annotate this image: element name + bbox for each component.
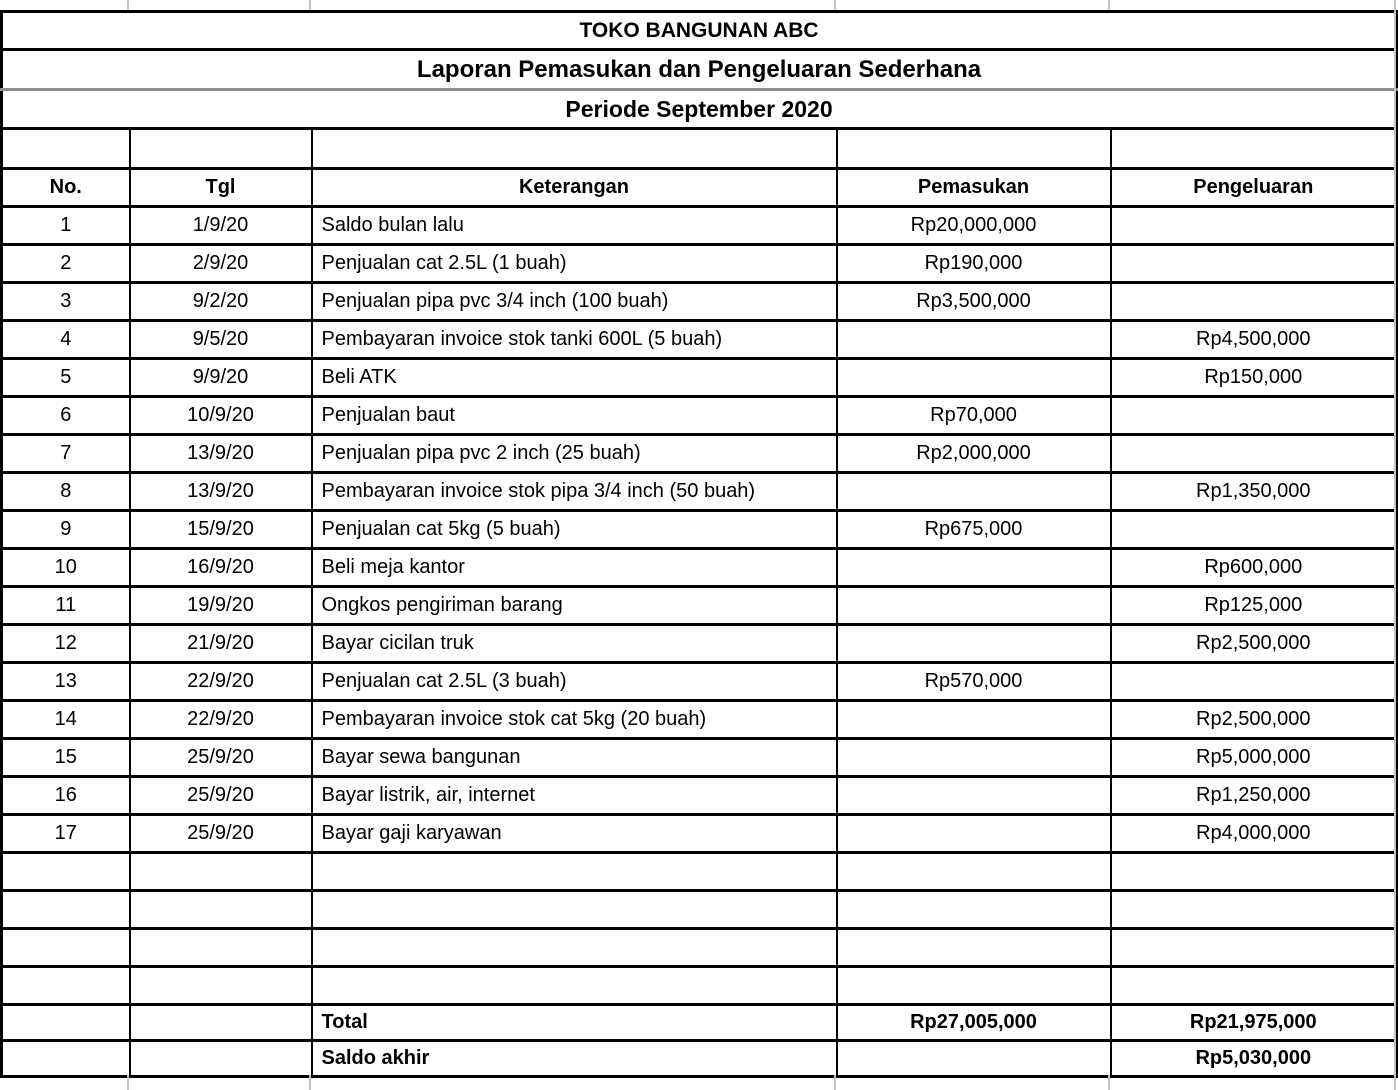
cell-expense	[1111, 511, 1397, 549]
cell-expense: Rp5,000,000	[1111, 739, 1397, 777]
table-row	[2, 473, 1397, 511]
gridline	[1108, 0, 1110, 10]
cell-date: 15/9/20	[130, 511, 312, 549]
table-row	[2, 435, 1397, 473]
cell-expense	[1111, 435, 1397, 473]
total-row	[2, 1005, 1397, 1041]
column-header-description: Keterangan	[312, 169, 837, 207]
cell-description: Pembayaran invoice stok pipa 3/4 inch (50 buah)	[312, 473, 837, 511]
cell-description: Pembayaran invoice stok tanki 600L (5 buah)	[312, 321, 837, 359]
empty-cell	[1111, 929, 1397, 967]
cell-no: 9	[2, 511, 130, 549]
cell-no: 14	[2, 701, 130, 739]
cell-date: 1/9/20	[130, 207, 312, 245]
cell-date: 16/9/20	[130, 549, 312, 587]
empty-cell	[312, 967, 837, 1005]
cell-income	[837, 359, 1111, 397]
table-row	[2, 359, 1397, 397]
empty-row	[2, 891, 1397, 929]
table-row	[2, 587, 1397, 625]
empty-cell	[837, 967, 1111, 1005]
cell-no: 13	[2, 663, 130, 701]
cell-date: 9/5/20	[130, 321, 312, 359]
cell-expense: Rp4,500,000	[1111, 321, 1397, 359]
cell-description: Beli meja kantor	[312, 549, 837, 587]
cell-date: 25/9/20	[130, 815, 312, 853]
table-row	[2, 207, 1397, 245]
cell-no: 2	[2, 245, 130, 283]
cell-date: 19/9/20	[130, 587, 312, 625]
empty-cell	[1111, 891, 1397, 929]
cell-no: 17	[2, 815, 130, 853]
cell-income: Rp20,000,000	[837, 207, 1111, 245]
cell-expense	[1111, 245, 1397, 283]
report-table	[0, 10, 1398, 1078]
gridline	[127, 0, 129, 10]
empty-cell	[130, 929, 312, 967]
empty-cell	[312, 929, 837, 967]
empty-row	[2, 853, 1397, 891]
empty-cell	[837, 129, 1111, 169]
cell-description: Beli ATK	[312, 359, 837, 397]
spacer-row	[2, 129, 1397, 169]
final-balance-label: Saldo akhir	[312, 1041, 837, 1077]
final-balance-value: Rp5,030,000	[1111, 1041, 1397, 1077]
table-row	[2, 625, 1397, 663]
cell-date: 9/9/20	[130, 359, 312, 397]
cell-no: 8	[2, 473, 130, 511]
empty-cell	[2, 1005, 130, 1041]
table-body	[2, 207, 1397, 1005]
footer-section	[2, 1005, 1397, 1077]
empty-cell	[2, 891, 130, 929]
empty-cell	[2, 1041, 130, 1077]
empty-cell	[312, 129, 837, 169]
empty-cell	[130, 1005, 312, 1041]
empty-cell	[130, 891, 312, 929]
empty-cell	[837, 853, 1111, 891]
final-balance-row	[2, 1041, 1397, 1077]
cell-no: 16	[2, 777, 130, 815]
cell-expense: Rp2,500,000	[1111, 701, 1397, 739]
cell-income	[837, 739, 1111, 777]
table-row	[2, 283, 1397, 321]
cell-income	[837, 777, 1111, 815]
cell-expense	[1111, 283, 1397, 321]
period-row	[2, 90, 1397, 129]
empty-cell	[2, 929, 130, 967]
cell-income: Rp3,500,000	[837, 283, 1111, 321]
cell-description: Bayar listrik, air, internet	[312, 777, 837, 815]
empty-cell	[130, 129, 312, 169]
cell-no: 11	[2, 587, 130, 625]
cell-no: 15	[2, 739, 130, 777]
gridline	[1108, 1075, 1110, 1090]
report-period: Periode September 2020	[2, 90, 1397, 129]
column-header-income: Pemasukan	[837, 169, 1111, 207]
title-section	[2, 12, 1397, 207]
table-row	[2, 549, 1397, 587]
cell-expense	[1111, 663, 1397, 701]
total-expense-value: Rp21,975,000	[1111, 1005, 1397, 1041]
cell-expense	[1111, 397, 1397, 435]
cell-income	[837, 321, 1111, 359]
empty-cell	[837, 929, 1111, 967]
cell-date: 13/9/20	[130, 435, 312, 473]
total-label: Total	[312, 1005, 837, 1041]
column-header-row	[2, 169, 1397, 207]
cell-income	[837, 815, 1111, 853]
cell-expense: Rp150,000	[1111, 359, 1397, 397]
cell-description: Penjualan cat 2.5L (1 buah)	[312, 245, 837, 283]
cell-no: 6	[2, 397, 130, 435]
cell-date: 9/2/20	[130, 283, 312, 321]
cell-expense: Rp600,000	[1111, 549, 1397, 587]
cell-description: Ongkos pengiriman barang	[312, 587, 837, 625]
table-row	[2, 701, 1397, 739]
table-row	[2, 777, 1397, 815]
table-row	[2, 511, 1397, 549]
cell-income: Rp190,000	[837, 245, 1111, 283]
gridline	[309, 1075, 311, 1090]
table-row	[2, 815, 1397, 853]
cell-expense: Rp1,350,000	[1111, 473, 1397, 511]
cell-income: Rp70,000	[837, 397, 1111, 435]
empty-cell	[130, 853, 312, 891]
empty-cell	[1111, 129, 1397, 169]
cell-date: 21/9/20	[130, 625, 312, 663]
cell-expense	[1111, 207, 1397, 245]
cell-date: 10/9/20	[130, 397, 312, 435]
empty-cell	[312, 853, 837, 891]
table-row	[2, 397, 1397, 435]
cell-expense: Rp125,000	[1111, 587, 1397, 625]
cell-description: Saldo bulan lalu	[312, 207, 837, 245]
cell-income: Rp2,000,000	[837, 435, 1111, 473]
cell-date: 2/9/20	[130, 245, 312, 283]
cell-income: Rp570,000	[837, 663, 1111, 701]
cell-date: 22/9/20	[130, 663, 312, 701]
cell-income	[837, 701, 1111, 739]
column-header-expense: Pengeluaran	[1111, 169, 1397, 207]
empty-cell	[2, 967, 130, 1005]
empty-cell	[2, 129, 130, 169]
cell-date: 25/9/20	[130, 777, 312, 815]
cell-description: Penjualan baut	[312, 397, 837, 435]
report-title: TOKO BANGUNAN ABC	[2, 12, 1397, 50]
cell-no: 10	[2, 549, 130, 587]
column-header-no: No.	[2, 169, 130, 207]
cell-description: Penjualan pipa pvc 3/4 inch (100 buah)	[312, 283, 837, 321]
empty-cell	[1111, 853, 1397, 891]
cell-description: Penjualan cat 5kg (5 buah)	[312, 511, 837, 549]
table-row	[2, 321, 1397, 359]
empty-cell	[130, 1041, 312, 1077]
cell-no: 7	[2, 435, 130, 473]
empty-row	[2, 929, 1397, 967]
empty-row	[2, 967, 1397, 1005]
gridline	[834, 1075, 836, 1090]
empty-cell	[2, 853, 130, 891]
cell-no: 1	[2, 207, 130, 245]
cell-income	[837, 587, 1111, 625]
gridline	[127, 1075, 129, 1090]
cell-date: 22/9/20	[130, 701, 312, 739]
cell-description: Penjualan cat 2.5L (3 buah)	[312, 663, 837, 701]
cell-date: 13/9/20	[130, 473, 312, 511]
cell-description: Bayar sewa bangunan	[312, 739, 837, 777]
cell-description: Bayar gaji karyawan	[312, 815, 837, 853]
gridline	[1394, 0, 1396, 1090]
cell-date: 25/9/20	[130, 739, 312, 777]
column-header-date: Tgl	[130, 169, 312, 207]
table-row	[2, 245, 1397, 283]
subtitle-row	[2, 50, 1397, 90]
cell-income: Rp675,000	[837, 511, 1111, 549]
cell-income	[837, 549, 1111, 587]
cell-income	[837, 473, 1111, 511]
cell-no: 4	[2, 321, 130, 359]
table-row	[2, 663, 1397, 701]
gridline	[834, 0, 836, 10]
cell-income	[837, 625, 1111, 663]
cell-description: Penjualan pipa pvc 2 inch (25 buah)	[312, 435, 837, 473]
title-row	[2, 12, 1397, 50]
cell-description: Pembayaran invoice stok cat 5kg (20 buah)	[312, 701, 837, 739]
cell-expense: Rp1,250,000	[1111, 777, 1397, 815]
cell-no: 12	[2, 625, 130, 663]
cell-expense: Rp4,000,000	[1111, 815, 1397, 853]
cell-description: Bayar cicilan truk	[312, 625, 837, 663]
cell-no: 5	[2, 359, 130, 397]
cell-no: 3	[2, 283, 130, 321]
gridline	[309, 0, 311, 10]
total-income-value: Rp27,005,000	[837, 1005, 1111, 1041]
report-subtitle: Laporan Pemasukan dan Pengeluaran Sederhana	[2, 50, 1397, 90]
cell-expense: Rp2,500,000	[1111, 625, 1397, 663]
empty-cell	[1111, 967, 1397, 1005]
empty-cell	[312, 891, 837, 929]
empty-cell	[130, 967, 312, 1005]
empty-cell	[837, 1041, 1111, 1077]
empty-cell	[837, 891, 1111, 929]
table-row	[2, 739, 1397, 777]
